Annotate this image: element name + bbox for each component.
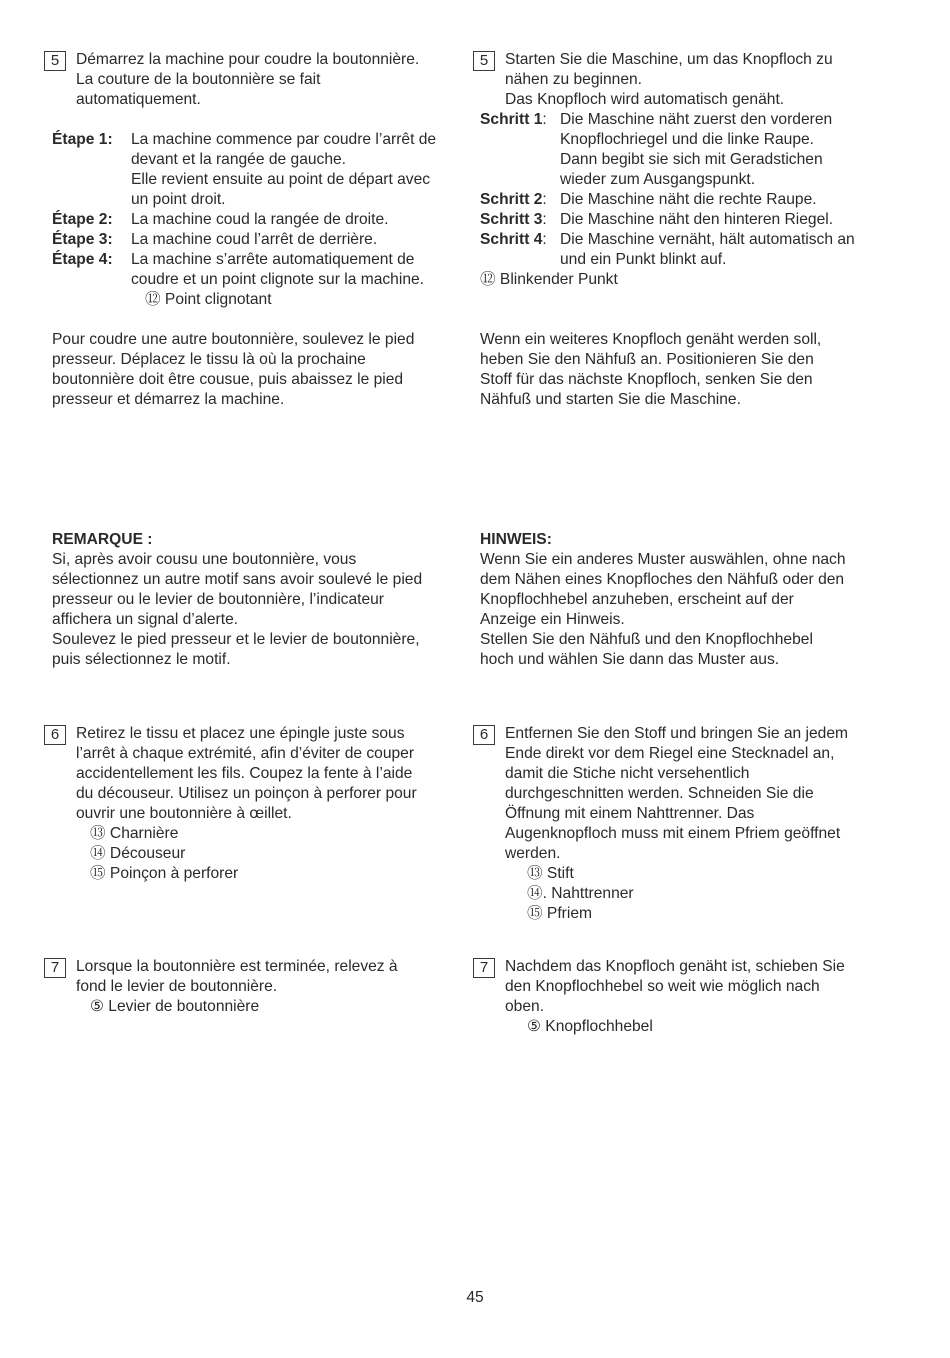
part-item: ⑬ Stift	[527, 865, 574, 882]
step-number-box: 5	[44, 51, 66, 71]
de-step7-line: oben.	[505, 998, 545, 1015]
step-number-box: 6	[44, 725, 66, 745]
schritt-text: Die Maschine näht den hinteren Riegel.	[560, 211, 834, 228]
schritt-text: Dann begibt sie sich mit Geradstichen	[560, 151, 823, 168]
fr-etapes	[44, 130, 462, 310]
fr-etape-2	[52, 210, 462, 230]
fr-etape-1	[52, 130, 462, 210]
fr-step6-line: du découseur. Utilisez un poinçon à perforer pour	[76, 785, 417, 802]
de-step6-line: damit die Stiche nicht versehentlich	[505, 765, 750, 782]
fr-step5-line: Démarrez la machine pour coudre la boutonnière.	[76, 51, 420, 68]
fr-step7-line: fond le levier de boutonnière.	[76, 978, 278, 995]
etape-text: Elle revient ensuite au point de départ avec	[131, 171, 431, 188]
etape-text: La machine commence par coudre l’arrêt de	[131, 131, 437, 148]
schritt-text: Die Maschine vernäht, hält automatisch an	[560, 231, 855, 248]
note-line: puis sélectionnez le motif.	[52, 651, 231, 668]
de-step6-line: durchgeschnitten werden. Schneiden Sie die	[505, 785, 814, 802]
fr-step-5	[44, 50, 462, 110]
note-line: affichera un signal d’alerte.	[52, 611, 239, 628]
fr-para-line: boutonnière doit être cousue, puis abaissez le pied	[52, 371, 404, 388]
schritt-label: Schritt 3:	[480, 211, 547, 228]
note-line: Knopflochhebel anzuheben, erscheint auf der	[480, 591, 794, 608]
etape-label: Étape 2:	[52, 211, 113, 228]
de-step5-line: Starten Sie die Maschine, um das Knopfloch zu	[505, 51, 833, 68]
de-schritte	[473, 110, 891, 290]
part-item: ⑤ Knopflochhebel	[527, 1018, 653, 1035]
etape-text: coudre et un point clignote sur la machine.	[131, 271, 424, 288]
note-heading: REMARQUE :	[52, 531, 153, 548]
note-line: Stellen Sie den Nähfuß und den Knopflochhebel	[480, 631, 813, 648]
etape-text: La machine coud l’arrêt de derrière.	[131, 231, 378, 248]
fr-etape-4	[52, 250, 462, 290]
etape-text: un point droit.	[131, 191, 226, 208]
note-line: Anzeige ein Hinweis.	[480, 611, 625, 628]
step-number-box: 5	[473, 51, 495, 71]
part-item: ⑬ Charnière	[90, 825, 179, 842]
de-item-blinkender-punkt: ⑫ Blinkender Punkt	[480, 271, 618, 288]
fr-step6-line: ouvrir une boutonnière à œillet.	[76, 805, 292, 822]
step-number-box: 6	[473, 725, 495, 745]
schritt-text: und ein Punkt blinkt auf.	[560, 251, 727, 268]
fr-step5-line: La couture de la boutonnière se fait	[76, 71, 321, 88]
de-step6-line: Ende direkt vor dem Riegel eine Stecknadel an,	[505, 745, 835, 762]
de-para-line: Wenn ein weiteres Knopfloch genäht werden soll,	[480, 331, 822, 348]
de-para-line: heben Sie den Nähfuß an. Positionieren Sie den	[480, 351, 814, 368]
schritt-label-text: Schritt 2	[480, 191, 543, 208]
step-number-box: 7	[44, 958, 66, 978]
etape-label: Étape 3:	[52, 231, 113, 248]
de-step6-line: Augenknopfloch muss mit einem Pfriem geöffnet	[505, 825, 841, 842]
schritt-label-text: Schritt 3	[480, 211, 543, 228]
fr-step6-line: Retirez le tissu et placez une épingle juste sous	[76, 725, 405, 742]
fr-item-point-clignotant: ⑫ Point clignotant	[145, 291, 272, 308]
schritt-text: Die Maschine näht die rechte Raupe.	[560, 191, 817, 208]
fr-step-6	[44, 724, 462, 884]
de-step-6	[473, 724, 891, 924]
de-schritt-4	[480, 230, 891, 270]
de-paragraph	[473, 330, 898, 410]
de-step7-line: Nachdem das Knopfloch genäht ist, schieben Sie	[505, 958, 845, 975]
de-step-7	[473, 957, 891, 1037]
schritt-text: wieder zum Ausgangspunkt.	[560, 171, 756, 188]
note-line: dem Nähen eines Knopfloches den Nähfuß oder den	[480, 571, 845, 588]
fr-step7-line: Lorsque la boutonnière est terminée, relevez à	[76, 958, 398, 975]
schritt-label: Schritt 1:	[480, 111, 547, 128]
de-schritt-1	[480, 110, 891, 190]
fr-step6-line: accidentellement les fils. Coupez la fente à l’aide	[76, 765, 413, 782]
etape-label: Étape 4:	[52, 251, 113, 268]
de-step6-line: Entfernen Sie den Stoff und bringen Sie an jedem	[505, 725, 849, 742]
de-step7-line: den Knopflochhebel so weit wie möglich nach	[505, 978, 820, 995]
schritt-text: Knopflochriegel und die linke Raupe.	[560, 131, 815, 148]
de-step5-line: nähen zu beginnen.	[505, 71, 643, 88]
fr-para-line: Pour coudre une autre boutonnière, soulevez le pied	[52, 331, 415, 348]
schritt-label: Schritt 2:	[480, 191, 547, 208]
note-line: Si, après avoir cousu une boutonnière, vous	[52, 551, 357, 568]
note-line: Wenn Sie ein anderes Muster auswählen, ohne nach	[480, 551, 846, 568]
etape-text: devant et la rangée de gauche.	[131, 151, 347, 168]
note-heading: HINWEIS:	[480, 531, 552, 548]
fr-step6-line: l’arrêt à chaque extrémité, afin d’éviter de couper	[76, 745, 415, 762]
fr-step5-line: automatiquement.	[76, 91, 201, 108]
note-line: hoch und wählen Sie dann das Muster aus.	[480, 651, 780, 668]
de-step6-line: werden.	[505, 845, 561, 862]
part-item: ⑭. Nahttrenner	[527, 885, 634, 902]
note-line: Soulevez le pied presseur et le levier de boutonnière,	[52, 631, 420, 648]
etape-text: La machine s’arrête automatiquement de	[131, 251, 415, 268]
de-schritt-2	[480, 190, 891, 210]
part-item: ⑮ Pfriem	[527, 905, 592, 922]
de-step6-line: Öffnung mit einem Nahttrenner. Das	[505, 805, 755, 822]
schritt-label: Schritt 4:	[480, 231, 547, 248]
de-schritt-3	[480, 210, 891, 230]
step-number-box: 7	[473, 958, 495, 978]
etape-text: La machine coud la rangée de droite.	[131, 211, 389, 228]
part-item: ⑭ Découseur	[90, 845, 186, 862]
fr-etape-3	[52, 230, 462, 250]
de-para-line: Nähfuß und starten Sie die Maschine.	[480, 391, 741, 408]
page-number: 45	[466, 1289, 484, 1306]
part-item: ⑤ Levier de boutonnière	[90, 998, 260, 1015]
schritt-text: Die Maschine näht zuerst den vorderen	[560, 111, 833, 128]
part-item: ⑮ Poinçon à perforer	[90, 865, 239, 882]
de-step5-line: Das Knopfloch wird automatisch genäht.	[505, 91, 785, 108]
de-step-5	[473, 50, 891, 110]
de-para-line: Stoff für das nächste Knopfloch, senken Sie den	[480, 371, 813, 388]
schritt-label-text: Schritt 4	[480, 231, 543, 248]
fr-note	[44, 530, 470, 670]
fr-para-line: presseur. Déplacez le tissu là où la prochaine	[52, 351, 366, 368]
note-line: sélectionnez un autre motif sans avoir soulevé le pied	[52, 571, 423, 588]
etape-label: Étape 1:	[52, 131, 113, 148]
fr-para-line: presseur et démarrez la machine.	[52, 391, 285, 408]
fr-paragraph	[44, 330, 470, 410]
de-note	[473, 530, 898, 670]
note-line: presseur ou le levier de boutonnière, l’indicateur	[52, 591, 384, 608]
schritt-label-text: Schritt 1	[480, 111, 543, 128]
fr-step-7	[44, 957, 462, 1017]
